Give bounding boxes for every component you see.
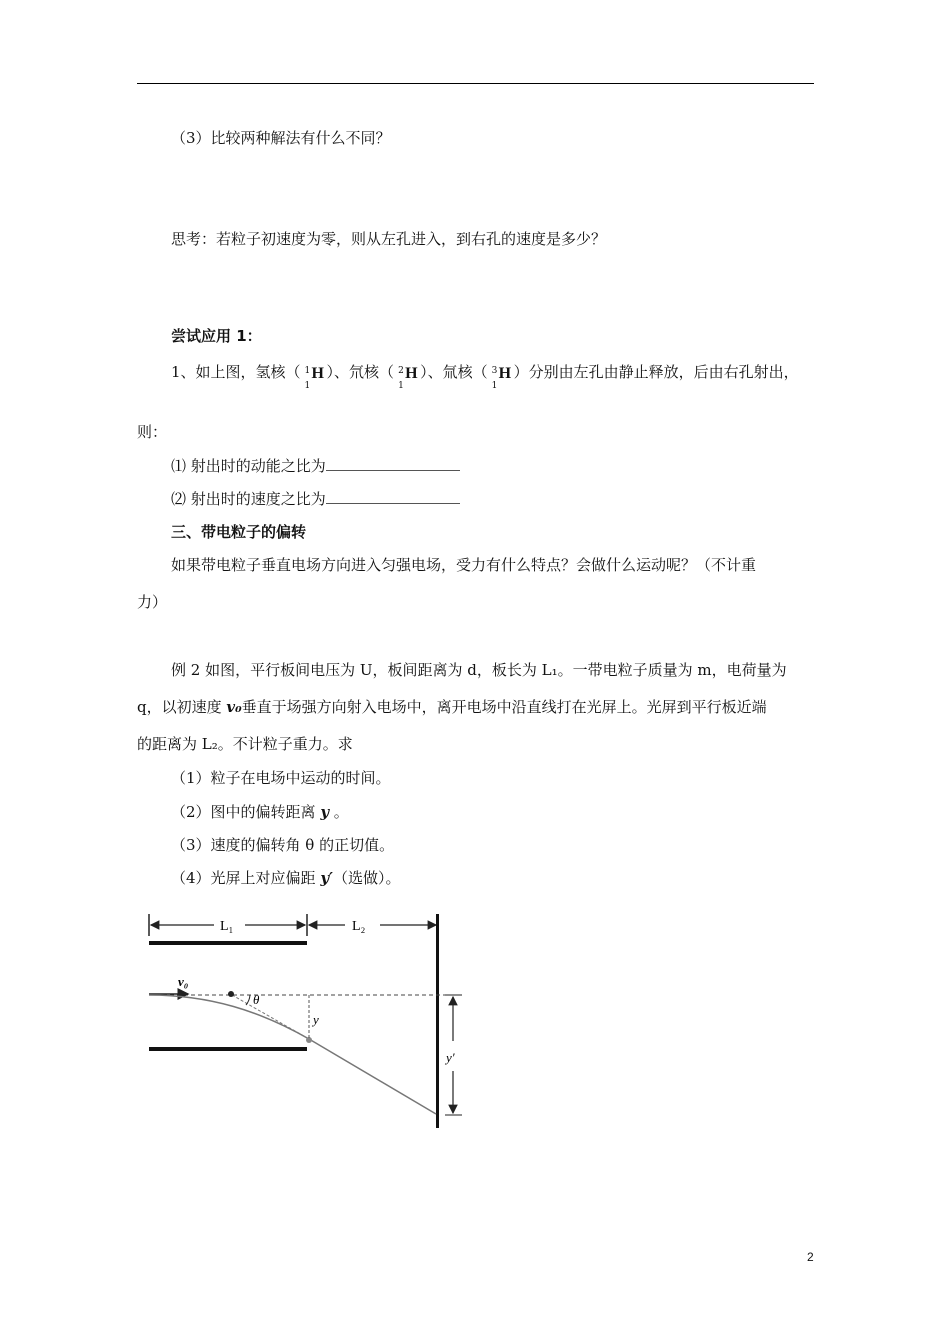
example-2-line-2: q，以初速度 v₀垂直于场强方向射入电场中，离开电场中沿直线打在光屏上。光屏到平行板近端	[137, 698, 767, 716]
screen	[436, 914, 439, 1128]
question-3: （3）比较两种解法有什么不同？	[171, 129, 391, 147]
problem-1b: ⑵ 射出时的速度之比为	[171, 489, 460, 509]
problem-1a: ⑴ 射出时的动能之比为	[171, 456, 460, 476]
section-3-heading: 三、带电粒子的偏转	[171, 523, 307, 541]
v0-label: v₀	[178, 974, 189, 989]
intro-line-1: 如果带电粒子垂直电场方向进入匀强电场，受力有什么特点？会做什么运动呢？（不计重	[171, 556, 757, 574]
deflection-diagram	[140, 906, 480, 1130]
l1-label: L₁	[220, 919, 234, 934]
upper-plate	[149, 941, 307, 945]
q1-prefix: 1、如上图，氢核（	[171, 363, 301, 381]
q1-mid1: ）、氘核（	[326, 363, 395, 381]
l2-label: L₂	[352, 919, 366, 934]
subquestion-2: （2）图中的偏转距离 y 。	[171, 803, 349, 821]
tangent-extension	[232, 995, 309, 1039]
example-2-line-1: 例 2 如图，平行板间电压为 U，板间距离为 d，板长为 L₁。一带电粒子质量为 m，电荷量为	[171, 661, 787, 679]
hydrogen-isotope: 1 1 H	[304, 365, 324, 391]
page-number: 2	[807, 1250, 814, 1264]
yprime-label: y′	[446, 1050, 455, 1065]
tritium-isotope: 3 1 H	[491, 365, 512, 391]
lower-plate	[149, 1047, 307, 1051]
subquestion-3: （3）速度的偏转角 θ 的正切值。	[171, 836, 395, 854]
y-label: y	[313, 1012, 319, 1027]
straight-trajectory	[309, 1039, 436, 1114]
answer-blank[interactable]	[326, 456, 460, 471]
try-title: 尝试应用 1：	[171, 327, 262, 345]
deuterium-isotope: 2 1 H	[398, 365, 418, 391]
header-rule	[137, 83, 814, 84]
theta-arc	[246, 995, 250, 1005]
intro-line-2: 力）	[137, 593, 168, 611]
think-question: 思考：若粒子初速度为零，则从左孔进入，到右孔的速度是多少？	[171, 230, 607, 248]
subquestion-4: （4）光屏上对应偏距 y′（选做）。	[171, 869, 401, 887]
parabolic-trajectory	[149, 995, 309, 1039]
subquestion-1: （1）粒子在电场中运动的时间。	[171, 769, 391, 787]
q1-suffix: ）分别由左孔由静止释放，后由右孔射出，	[513, 363, 799, 381]
answer-blank[interactable]	[326, 489, 460, 504]
example-2-line-3: 的距离为 L₂。不计粒子重力。求	[137, 735, 353, 753]
problem-1-line-1	[171, 362, 799, 391]
midpoint-dot	[228, 991, 234, 997]
problem-1-then: 则：	[137, 423, 168, 441]
q1-mid2: ）、氚核（	[420, 363, 488, 381]
theta-label: θ	[253, 992, 260, 1007]
